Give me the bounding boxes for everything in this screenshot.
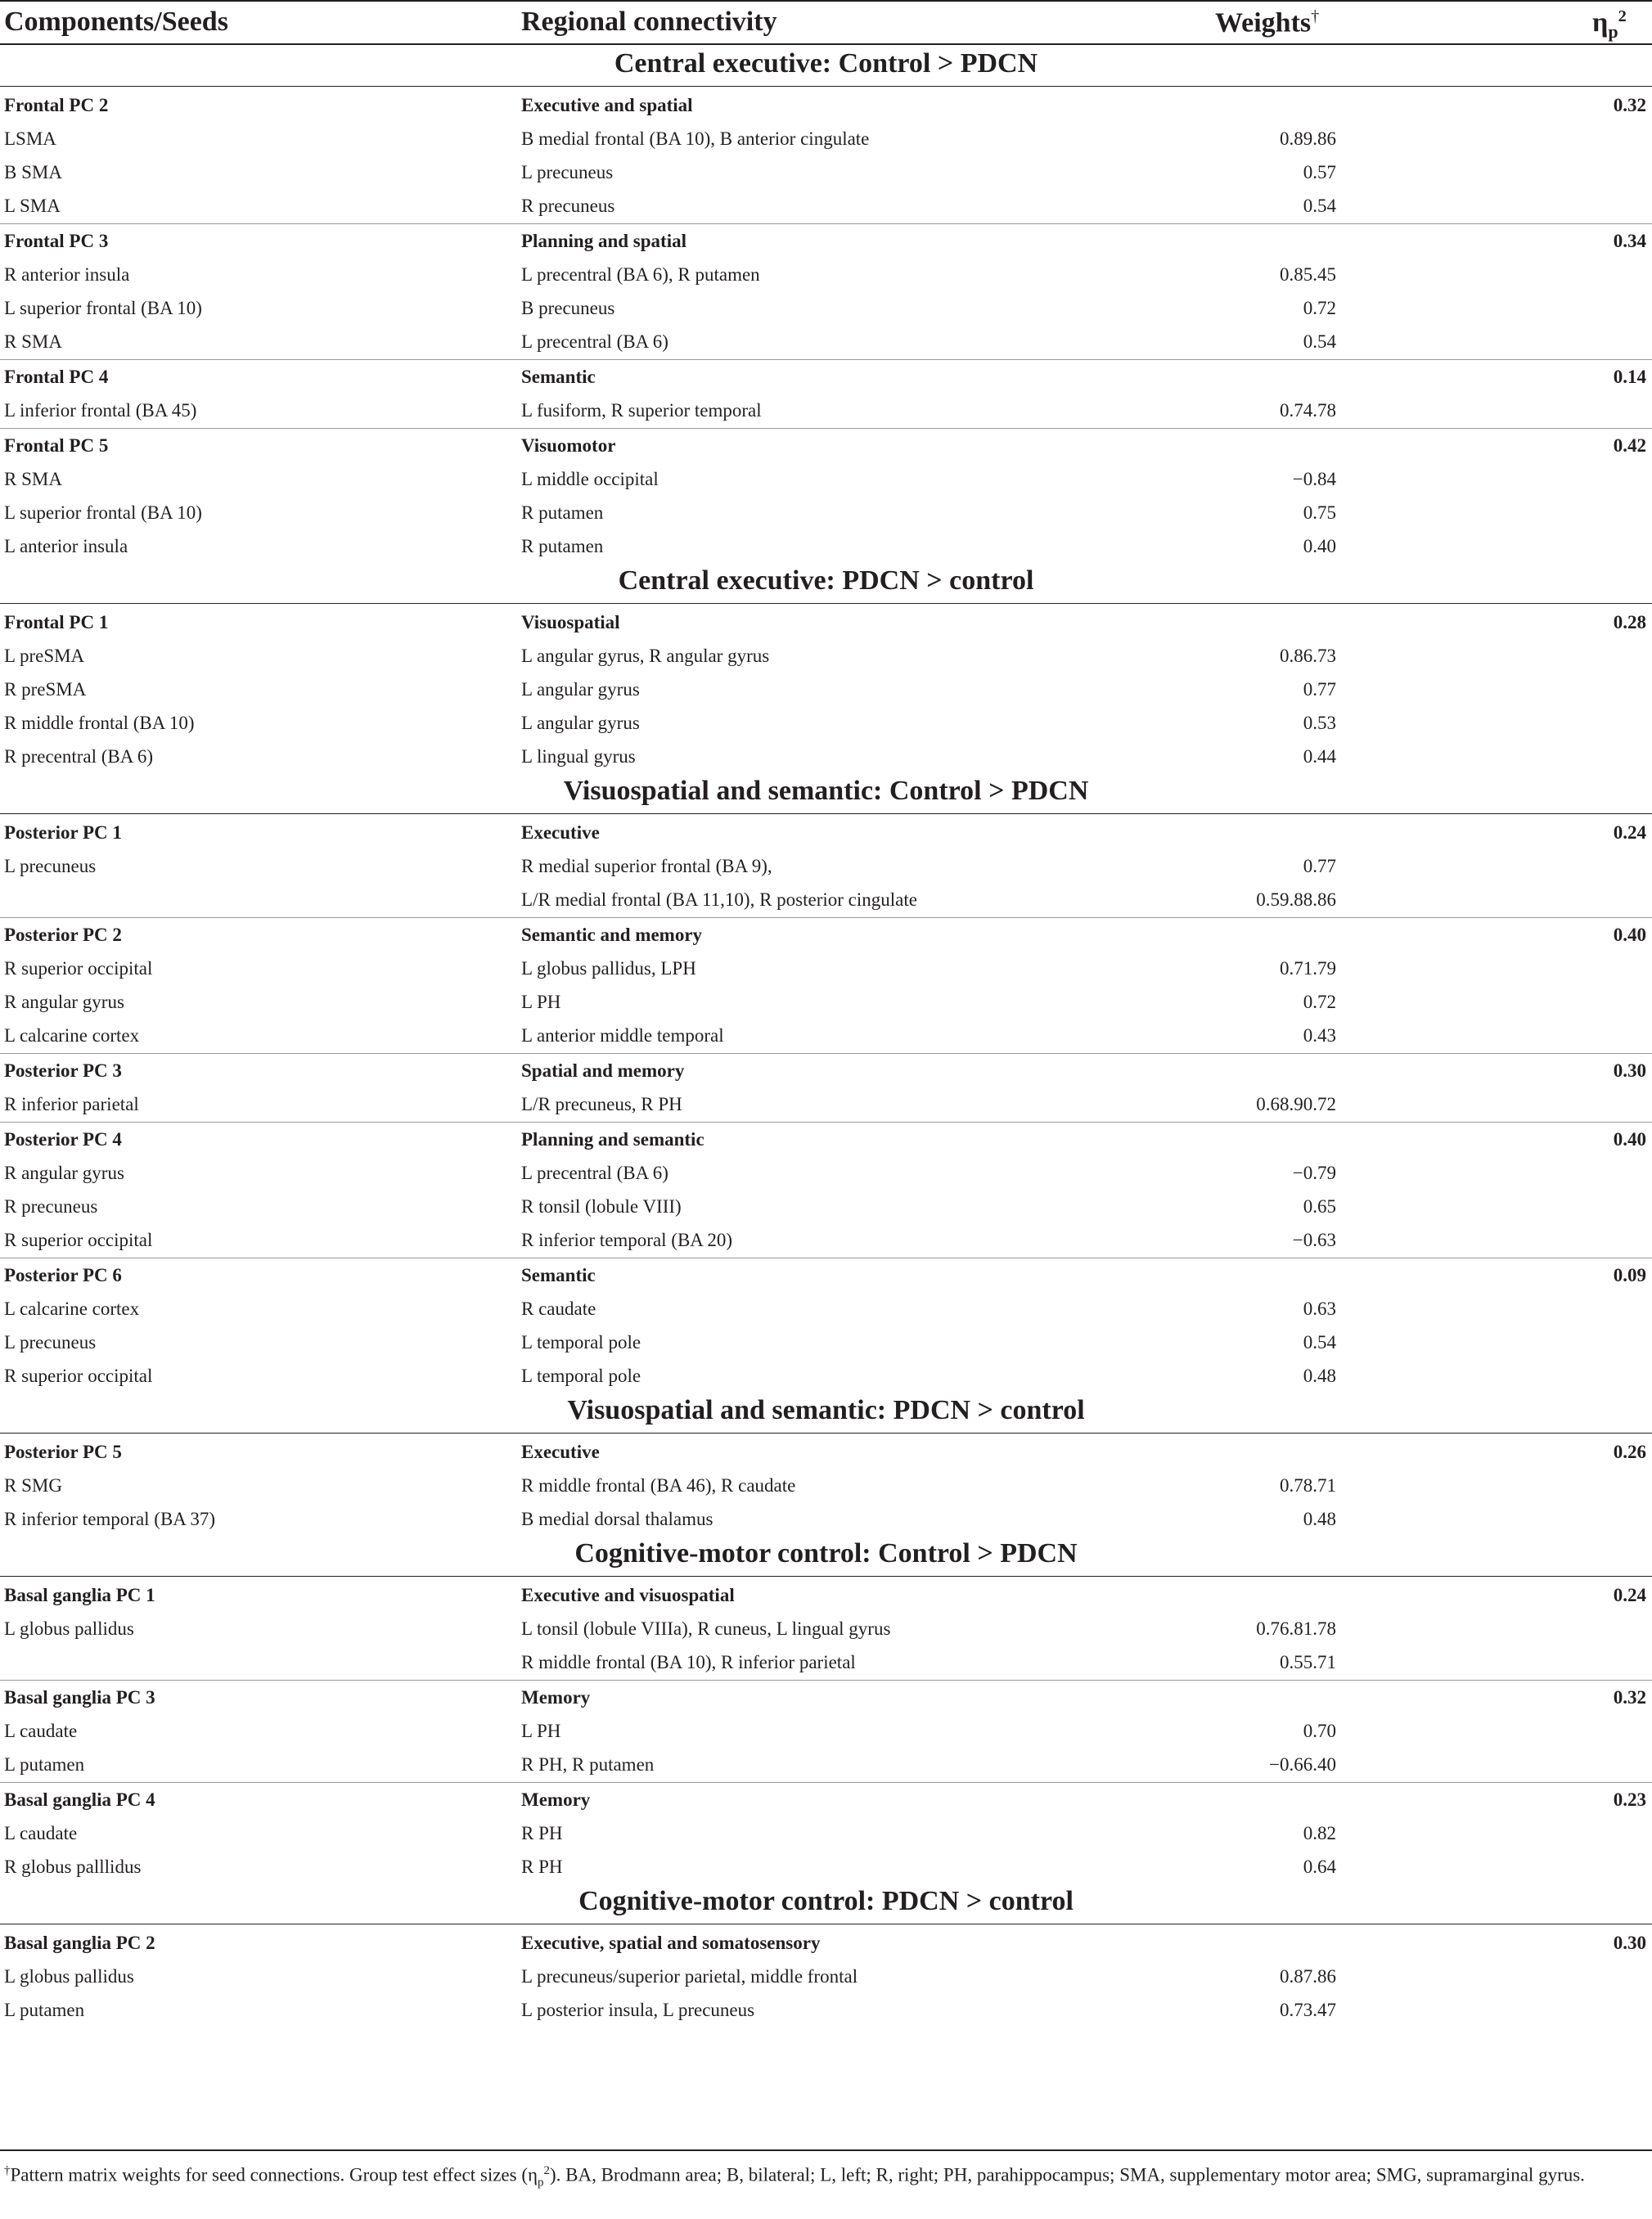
- weight-cell: −0.79: [1292, 1163, 1336, 1183]
- footnote-text-b: ). BA, Brodmann area; B, bilateral; L, left; R, right; PH, parahippocampus; SMA, supplementary motor area; SMG, supramarginal gyrus.: [549, 2164, 1585, 2185]
- region-cell: L PH: [521, 992, 561, 1012]
- section-rule: [0, 1576, 1652, 1577]
- component-name: Basal ganglia PC 4: [4, 1789, 155, 1810]
- component-name: Posterior PC 1: [4, 822, 122, 843]
- seed-cell: L preSMA: [4, 646, 85, 666]
- group-rule: [0, 917, 1652, 918]
- seed-cell: R superior occipital: [4, 1230, 153, 1250]
- header-weights-label: Weights: [1215, 7, 1312, 38]
- component-name: Frontal PC 5: [4, 435, 109, 456]
- effect-size: 0.32: [1613, 1687, 1646, 1708]
- weight-cell: 0.64: [1303, 1857, 1336, 1877]
- seed-cell: L globus pallidus: [4, 1618, 134, 1639]
- weight-cell: 0.77: [1303, 856, 1336, 876]
- seed-cell: B SMA: [4, 162, 62, 182]
- footnote-text-a: Pattern matrix weights for seed connections. Group test effect sizes (η: [10, 2164, 538, 2185]
- weight-cell: 0.77: [1303, 679, 1336, 700]
- seed-cell: L superior frontal (BA 10): [4, 502, 202, 523]
- seed-cell: R precuneus: [4, 1196, 98, 1217]
- region-cell: L temporal pole: [521, 1332, 641, 1353]
- component-name: Basal ganglia PC 3: [4, 1687, 155, 1708]
- effect-size: 0.09: [1613, 1265, 1646, 1285]
- effect-size: 0.42: [1613, 435, 1646, 456]
- seed-cell: LSMA: [4, 128, 56, 149]
- section-rule: [0, 603, 1652, 604]
- header-weights-mark: †: [1311, 7, 1320, 25]
- bottom-rule: [0, 2149, 1652, 2151]
- seed-cell: L anterior insula: [4, 536, 128, 556]
- seed-cell: R anterior insula: [4, 264, 130, 285]
- network-name: Visuospatial: [521, 612, 620, 632]
- region-cell: R putamen: [521, 536, 604, 556]
- region-cell: L angular gyrus, R angular gyrus: [521, 646, 770, 666]
- component-name: Posterior PC 3: [4, 1060, 122, 1081]
- footnote-sup: 2: [543, 2164, 550, 2177]
- seed-cell: R SMA: [4, 469, 62, 489]
- network-name: Semantic: [521, 367, 596, 387]
- weight-cell: 0.48: [1303, 1366, 1336, 1386]
- component-name: Posterior PC 6: [4, 1265, 122, 1285]
- effect-size: 0.34: [1613, 231, 1646, 251]
- section-title: Visuospatial and semantic: PDCN > control: [567, 1395, 1085, 1425]
- region-cell: R inferior temporal (BA 20): [521, 1230, 733, 1250]
- network-name: Executive and spatial: [521, 95, 693, 115]
- weight-cell: 0.85.45: [1280, 264, 1336, 285]
- seed-cell: R SMA: [4, 331, 62, 352]
- seed-cell: R angular gyrus: [4, 992, 124, 1012]
- header-rule: [0, 43, 1652, 45]
- network-name: Executive and visuospatial: [521, 1585, 735, 1605]
- component-name: Posterior PC 2: [4, 925, 122, 945]
- effect-size: 0.32: [1613, 95, 1646, 115]
- seed-cell: L SMA: [4, 196, 61, 216]
- weight-cell: 0.76.81.78: [1256, 1618, 1336, 1639]
- region-cell: R PH, R putamen: [521, 1754, 655, 1775]
- seed-cell: R precentral (BA 6): [4, 746, 154, 767]
- weight-cell: 0.57: [1303, 162, 1336, 182]
- seed-cell: R preSMA: [4, 679, 87, 700]
- region-cell: R middle frontal (BA 46), R caudate: [521, 1475, 796, 1496]
- region-cell: L PH: [521, 1721, 561, 1741]
- seed-cell: R middle frontal (BA 10): [4, 713, 195, 733]
- network-name: Semantic and memory: [521, 925, 703, 945]
- seed-cell: L caudate: [4, 1721, 78, 1741]
- region-cell: R PH: [521, 1857, 563, 1877]
- weight-cell: 0.44: [1303, 746, 1336, 767]
- weight-cell: 0.75: [1303, 502, 1336, 523]
- network-name: Spatial and memory: [521, 1060, 685, 1081]
- weight-cell: 0.48: [1303, 1509, 1336, 1529]
- section-title: Visuospatial and semantic: Control > PDCN: [563, 776, 1089, 806]
- section-title: Cognitive-motor control: PDCN > control: [578, 1886, 1074, 1916]
- weight-cell: 0.53: [1303, 713, 1336, 733]
- network-name: Planning and semantic: [521, 1129, 704, 1150]
- effect-size: 0.30: [1613, 1933, 1646, 1953]
- header-weights: [1215, 8, 1319, 37]
- seed-cell: L superior frontal (BA 10): [4, 298, 202, 318]
- region-cell: R precuneus: [521, 196, 615, 216]
- seed-cell: L precuneus: [4, 1332, 97, 1353]
- region-cell: L lingual gyrus: [521, 746, 636, 767]
- group-rule: [0, 428, 1652, 429]
- region-cell: L posterior insula, L precuneus: [521, 2000, 755, 2020]
- region-cell: L tonsil (lobule VIIIa), R cuneus, L lingual gyrus: [521, 1618, 891, 1639]
- weight-cell: 0.54: [1303, 1332, 1336, 1353]
- seed-cell: L calcarine cortex: [4, 1025, 140, 1046]
- weight-cell: 0.72: [1303, 992, 1336, 1012]
- seed-cell: R inferior parietal: [4, 1094, 139, 1114]
- weight-cell: 0.40: [1303, 536, 1336, 556]
- component-name: Posterior PC 5: [4, 1442, 122, 1462]
- region-cell: B medial frontal (BA 10), B anterior cingulate: [521, 128, 870, 149]
- network-name: Memory: [521, 1687, 591, 1708]
- weight-cell: 0.70: [1303, 1721, 1336, 1741]
- weight-cell: −0.84: [1292, 469, 1336, 489]
- seed-cell: R SMG: [4, 1475, 62, 1496]
- effect-size: 0.23: [1613, 1789, 1646, 1810]
- header-effect-size: [1592, 8, 1627, 41]
- seed-cell: R superior occipital: [4, 958, 153, 979]
- weight-cell: 0.54: [1303, 196, 1336, 216]
- region-cell: L precentral (BA 6), R putamen: [521, 264, 760, 285]
- weight-cell: 0.55.71: [1280, 1652, 1336, 1672]
- effect-size: 0.30: [1613, 1060, 1646, 1081]
- region-cell: L precuneus/superior parietal, middle frontal: [521, 1966, 858, 1987]
- effect-size: 0.24: [1613, 822, 1646, 843]
- weight-cell: 0.73.47: [1280, 2000, 1336, 2020]
- seed-cell: R inferior temporal (BA 37): [4, 1509, 216, 1529]
- seed-cell: R angular gyrus: [4, 1163, 124, 1183]
- weight-cell: 0.78.71: [1280, 1475, 1336, 1496]
- component-name: Frontal PC 3: [4, 231, 109, 251]
- region-cell: L angular gyrus: [521, 713, 640, 733]
- seed-cell: L caudate: [4, 1823, 78, 1843]
- group-rule: [0, 1782, 1652, 1783]
- header-eta-sup: 2: [1618, 7, 1627, 25]
- region-cell: R middle frontal (BA 10), R inferior parietal: [521, 1652, 856, 1672]
- section-rule: [0, 813, 1652, 814]
- region-cell: L middle occipital: [521, 469, 659, 489]
- component-name: Frontal PC 4: [4, 367, 109, 387]
- weight-cell: 0.86.73: [1280, 646, 1336, 666]
- effect-size: 0.24: [1613, 1585, 1646, 1605]
- network-name: Executive: [521, 1442, 600, 1462]
- weight-cell: 0.72: [1303, 298, 1336, 318]
- region-cell: L fusiform, R superior temporal: [521, 400, 762, 421]
- weight-cell: 0.82: [1303, 1823, 1336, 1843]
- component-name: Posterior PC 4: [4, 1129, 122, 1150]
- region-cell: R tonsil (lobule VIII): [521, 1196, 682, 1217]
- group-rule: [0, 359, 1652, 360]
- weight-cell: 0.87.86: [1280, 1966, 1336, 1987]
- region-cell: R medial superior frontal (BA 9),: [521, 856, 772, 876]
- footnote-mark: †: [4, 2164, 11, 2177]
- component-name: Frontal PC 1: [4, 612, 109, 632]
- group-rule: [0, 1680, 1652, 1681]
- weight-cell: 0.68.90.72: [1256, 1094, 1336, 1114]
- section-title: Central executive: Control > PDCN: [614, 48, 1038, 79]
- network-name: Memory: [521, 1789, 591, 1810]
- weight-cell: 0.63: [1303, 1299, 1336, 1319]
- seed-cell: L globus pallidus: [4, 1966, 134, 1987]
- section-title: Central executive: PDCN > control: [618, 565, 1034, 596]
- network-name: Executive, spatial and somatosensory: [521, 1933, 821, 1953]
- section-rule: [0, 1433, 1652, 1434]
- table-footnote: [4, 2157, 1645, 2196]
- weight-cell: 0.59.88.86: [1256, 889, 1336, 910]
- seed-cell: L putamen: [4, 1754, 85, 1775]
- region-cell: L/R medial frontal (BA 11,10), R posterior cingulate: [521, 889, 917, 910]
- group-rule: [0, 1053, 1652, 1054]
- seed-cell: L inferior frontal (BA 45): [4, 400, 197, 421]
- section-title: Cognitive-motor control: Control > PDCN: [574, 1538, 1078, 1569]
- seed-cell: L putamen: [4, 2000, 85, 2020]
- region-cell: R putamen: [521, 502, 604, 523]
- effect-size: 0.40: [1613, 1129, 1646, 1150]
- network-name: Visuomotor: [521, 435, 616, 456]
- seed-cell: R globus palllidus: [4, 1857, 142, 1877]
- header-regional-connectivity: Regional connectivity: [521, 7, 777, 37]
- header-components-seeds: Components/Seeds: [4, 7, 228, 37]
- effect-size: 0.26: [1613, 1442, 1646, 1462]
- region-cell: B precuneus: [521, 298, 615, 318]
- weight-cell: 0.43: [1303, 1025, 1336, 1046]
- network-name: Semantic: [521, 1265, 596, 1285]
- group-rule: [0, 223, 1652, 224]
- top-rule: [0, 0, 1652, 2]
- seed-cell: R superior occipital: [4, 1366, 153, 1386]
- seed-cell: L calcarine cortex: [4, 1299, 140, 1319]
- weight-cell: 0.71.79: [1280, 958, 1336, 979]
- region-cell: L angular gyrus: [521, 679, 640, 700]
- region-cell: L precuneus: [521, 162, 614, 182]
- header-eta-symbol: η: [1592, 7, 1609, 38]
- effect-size: 0.40: [1613, 925, 1646, 945]
- component-name: Basal ganglia PC 2: [4, 1933, 155, 1953]
- footnote-sub: p: [538, 2176, 544, 2190]
- weight-cell: 0.74.78: [1280, 400, 1336, 421]
- network-name: Executive: [521, 822, 600, 843]
- region-cell: B medial dorsal thalamus: [521, 1509, 713, 1529]
- component-name: Basal ganglia PC 1: [4, 1585, 155, 1605]
- weight-cell: −0.66.40: [1269, 1754, 1336, 1775]
- region-cell: R caudate: [521, 1299, 596, 1319]
- region-cell: L precentral (BA 6): [521, 1163, 668, 1183]
- header-eta-sub: p: [1608, 21, 1618, 43]
- weight-cell: 0.54: [1303, 331, 1336, 352]
- effect-size: 0.28: [1613, 612, 1646, 632]
- group-rule: [0, 1122, 1652, 1123]
- region-cell: L globus pallidus, LPH: [521, 958, 696, 979]
- seed-cell: L precuneus: [4, 856, 97, 876]
- weight-cell: −0.63: [1292, 1230, 1336, 1250]
- region-cell: L/R precuneus, R PH: [521, 1094, 682, 1114]
- region-cell: R PH: [521, 1823, 563, 1843]
- region-cell: L temporal pole: [521, 1366, 641, 1386]
- network-name: Planning and spatial: [521, 231, 686, 251]
- region-cell: L anterior middle temporal: [521, 1025, 724, 1046]
- section-rule: [0, 86, 1652, 87]
- region-cell: L precentral (BA 6): [521, 331, 668, 352]
- weight-cell: 0.89.86: [1280, 128, 1336, 149]
- component-name: Frontal PC 2: [4, 95, 109, 115]
- effect-size: 0.14: [1613, 367, 1646, 387]
- weight-cell: 0.65: [1303, 1196, 1336, 1217]
